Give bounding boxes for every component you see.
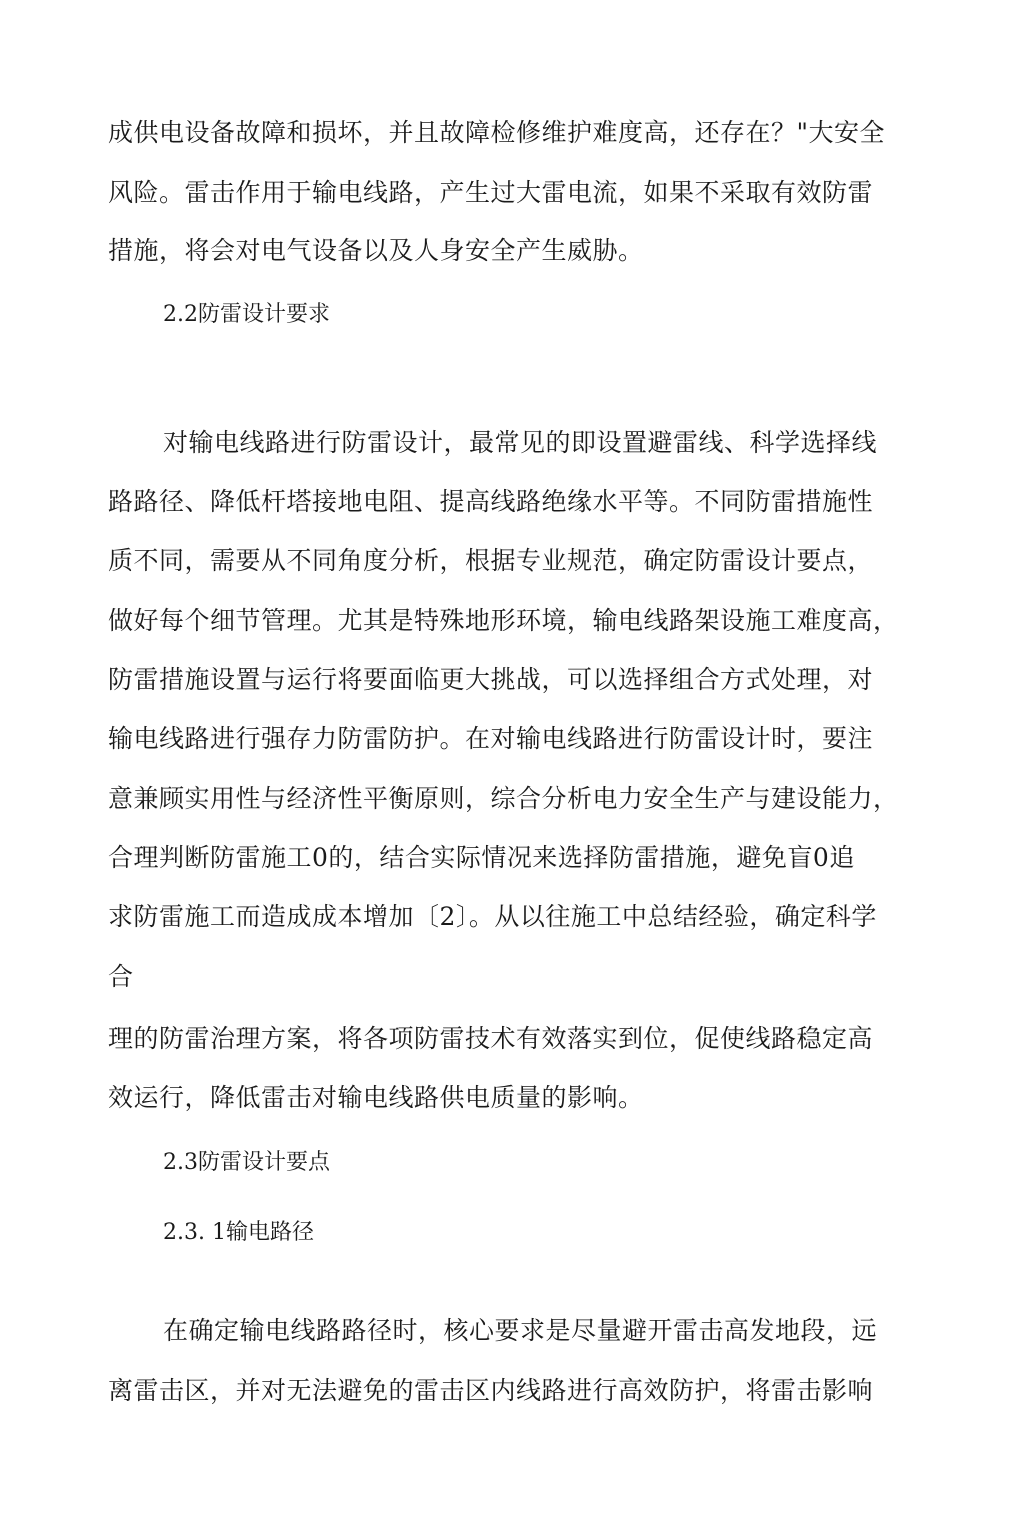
section-heading-2-3: 2.3防雷设计要点 bbox=[163, 1150, 330, 1175]
paragraph-line: 求防雷施工而造成成本增加〔2〕。从以往施工中总结经验，确定科学 bbox=[108, 902, 877, 931]
section-heading-2-3-1: 2.3. 1输电路径 bbox=[163, 1220, 314, 1245]
paragraph-line: 对输电线路进行防雷设计，最常见的即设置避雷线、科学选择线 bbox=[163, 428, 878, 457]
paragraph-line: 防雷措施设置与运行将要面临更大挑战，可以选择组合方式处理，对 bbox=[108, 665, 874, 694]
paragraph-line: 措施，将会对电气设备以及人身安全产生威胁。 bbox=[108, 236, 644, 265]
paragraph-line: 合 bbox=[108, 962, 134, 991]
section-heading-2-2: 2.2防雷设计要求 bbox=[163, 302, 330, 327]
paragraph-line: 离雷击区，并对无法避免的雷击区内线路进行高效防护，将雷击影响 bbox=[108, 1376, 874, 1405]
paragraph-line: 合理判断防雷施工0的，结合实际情况来选择防雷措施，避免盲0追 bbox=[108, 843, 855, 872]
paragraph-line: 做好每个细节管理。尤其是特殊地形环境，输电线路架设施工难度高， bbox=[108, 606, 899, 635]
paragraph-line: 风险。雷击作用于输电线路，产生过大雷电流，如果不采取有效防雷 bbox=[108, 178, 874, 207]
paragraph-line: 成供电设备故障和损坏，并且故障检修维护难度高，还存在？"大安全 bbox=[108, 118, 886, 147]
paragraph-line: 输电线路进行强存力防雷防护。在对输电线路进行防雷设计时，要注 bbox=[108, 724, 874, 753]
paragraph-line: 质不同，需要从不同角度分析，根据专业规范，确定防雷设计要点， bbox=[108, 546, 874, 575]
paragraph-line: 在确定输电线路路径时，核心要求是尽量避开雷击高发地段，远 bbox=[163, 1316, 878, 1345]
paragraph-line: 路路径、降低杆塔接地电阻、提高线路绝缘水平等。不同防雷措施性 bbox=[108, 487, 874, 516]
paragraph-line: 意兼顾实用性与经济性平衡原则，综合分析电力安全生产与建设能力， bbox=[108, 784, 899, 813]
paragraph-line: 理的防雷治理方案，将各项防雷技术有效落实到位，促使线路稳定高 bbox=[108, 1024, 874, 1053]
paragraph-line: 效运行，降低雷击对输电线路供电质量的影响。 bbox=[108, 1083, 644, 1112]
